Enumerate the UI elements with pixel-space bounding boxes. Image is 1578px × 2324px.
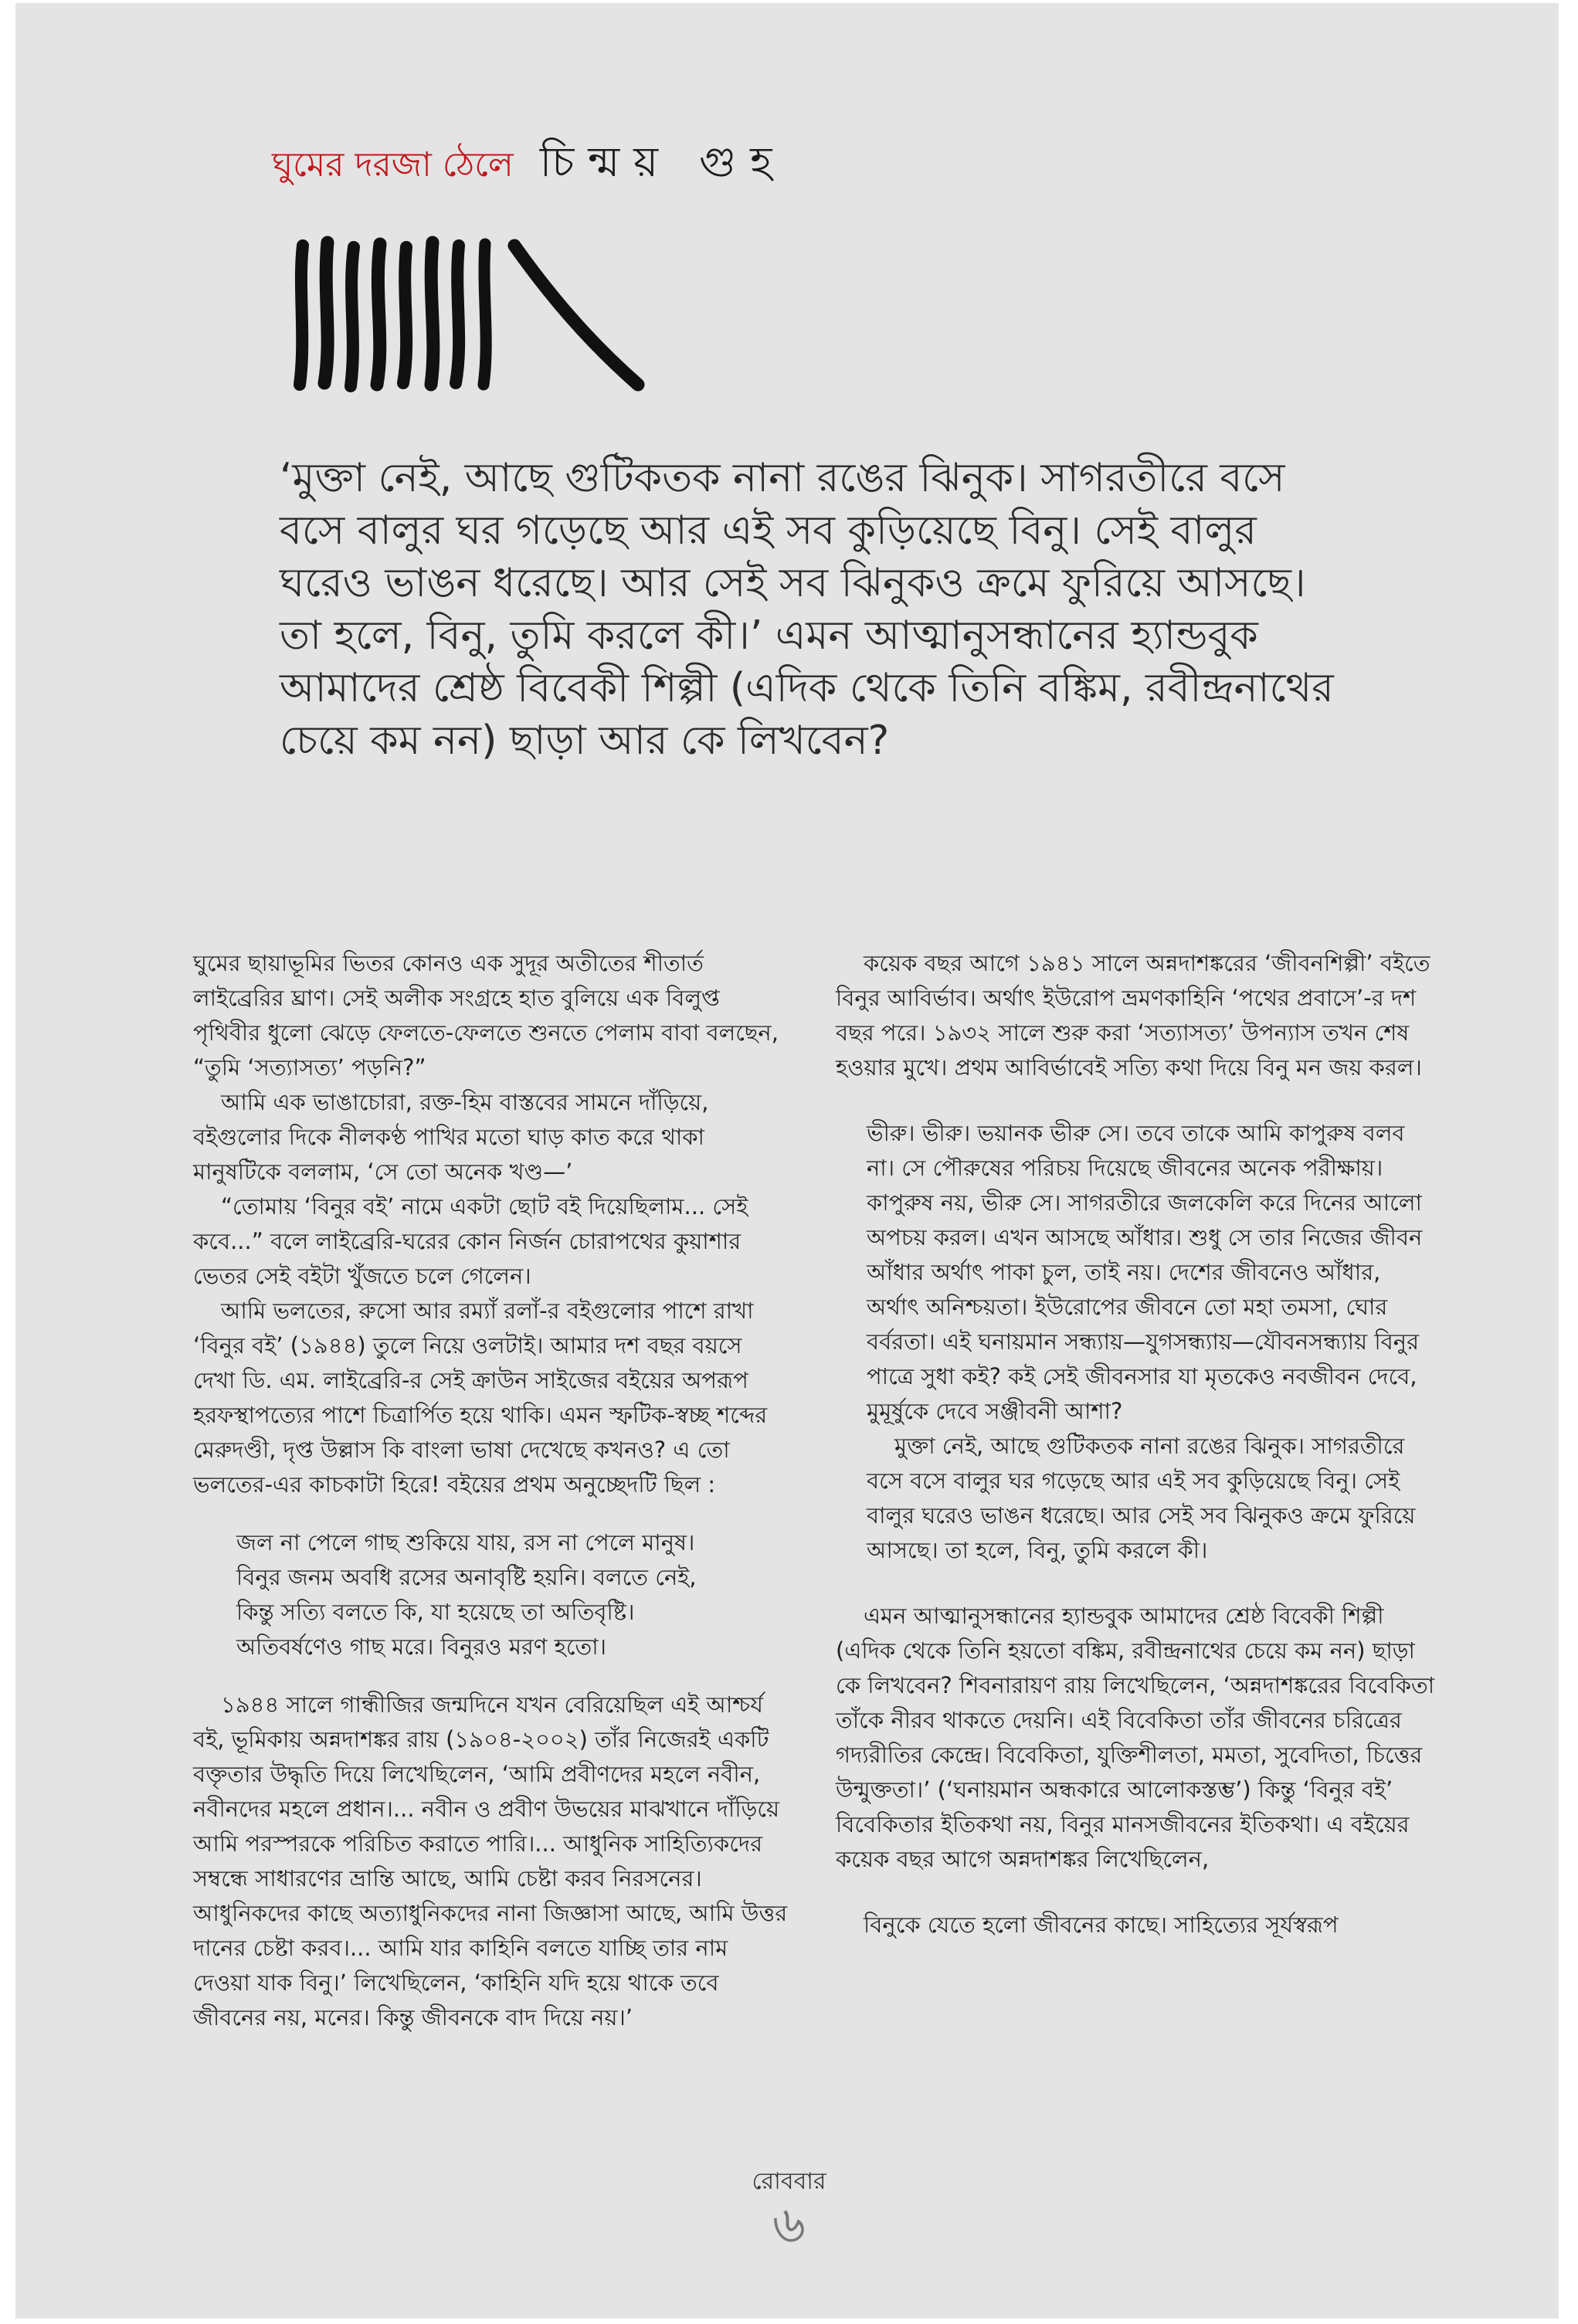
book-stripes-logo-icon	[294, 232, 664, 394]
paragraph: “তোমায় ‘বিনুর বই’ নামে একটা ছোট বই দিয়েছিলাম... সেই কবে...” বলে লাইব্রেরি-ঘরের কোন নির্জন চোরাপথের কুয়াশার ভেতর সেই বইটা খুঁজতে চলে গেলেন।	[193, 1193, 748, 1289]
verse-line: জল না পেলে গাছ শুকিয়ে যায়, রস না পেলে মানুষ।	[236, 1529, 695, 1556]
verse-line: কিন্তু সত্যি বলতে কি, যা হয়েছে তা অতিবৃষ্টি।	[236, 1599, 635, 1625]
paragraph: ঘুমের ছায়াভূমির ভিতর কোনও এক সুদূর অতীতের শীতার্ত লাইব্রেরির ঘ্রাণ। সেই অলীক সংগ্রহে হাত বুলিয়ে এক বিলুপ্ত পৃথিবীর ধুলো ঝেড়ে ফেলতে-ফেলতে শুনতে পেলাম বাবা বলছেন, “তুমি ‘সত্যাসত্য’ পড়নি?”	[193, 950, 779, 1081]
paragraph: আমি ভলতের, রুসো আর রম্যাঁ রলাঁ-র বইগুলোর পাশে রাখা ‘বিনুর বই’ (১৯৪৪) তুলে নিয়ে ওলটাই। আমার দশ বছর বয়সে দেখা ডি. এম. লাইব্রেরি-র সেই ক্রাউন সাইজের বইয়ের অপরূপ হরফস্থাপত্যের পাশে চিত্রার্পিত হয়ে থাকি। এমন স্ফটিক-স্বচ্ছ শব্দের মেরুদণ্ডী, দৃপ্ত উল্লাস কি বাংলা ভাষা দেখেছে কখনও? এ তো ভলতের-এর কাচকাটা হিরে! বইয়ের প্রথম অনুচ্ছেদটি ছিল :	[193, 1298, 768, 1498]
page-footer	[0, 2163, 1578, 2254]
block-quote	[867, 1116, 1438, 1568]
article-header	[272, 130, 786, 199]
paragraph: আমি এক ভাঙাচোরা, রক্ত-হিম বাস্তবের সামনে দাঁড়িয়ে, বইগুলোর দিকে নীলকণ্ঠ পাখির মতো ঘাড় কাত করে থাকা মানুষটিকে বললাম, ‘সে তো অনেক খণ্ড—’	[193, 1089, 709, 1185]
quote-paragraph: ভীরু। ভীরু। ভয়ানক ভীরু সে। তবে তাকে আমি কাপুরুষ বলব না। সে পৌরুষের পরিচয় দিয়েছে জীবনের অনেক পরীক্ষায়। কাপুরুষ নয়, ভীরু সে। সাগরতীরে জলকেলি করে দিনের আলো অপচয় করল। এখন আসছে আঁধার। শুধু সে তার নিজের জীবন আঁধার অর্থাৎ পাকা চুল, তাই নয়। দেশের জীবনেও আঁধার, অর্থাৎ অনিশ্চয়তা। ইউরোপের জীবনে তো মহা তমসা, ঘোর বর্বরতা। এই ঘনায়মান সন্ধ্যায়—যুগসন্ধ্যায়—যৌবনসন্ধ্যায় বিনুর পাত্রে সুধা কই? কই সেই জীবনসার যা মৃতকেও নবজীবন দেবে, মুমূর্ষুকে দেবে সঞ্জীবনী আশা?	[867, 1120, 1423, 1424]
lead-quote: ‘মুক্তা নেই, আছে গুটিকতক নানা রঙের ঝিনুক। সাগরতীরে বসে বসে বালুর ঘর গড়েছে আর এই সব কুড়িয়েছে বিনু। সেই বালুর ঘরেও ভাঙন ধরেছে। আর সেই সব ঝিনুকও ক্রমে ফুরিয়ে আসছে। তা হলে, বিনু, তুমি করলে কী।’ এমন আত্মানুসন্ধানের হ্যান্ডবুক আমাদের শ্রেষ্ঠ বিবেকী শিল্পী (এদিক থেকে তিনি বঙ্কিম, রবীন্দ্রনাথের চেয়ে কম নন) ছাড়া আর কে লিখবেন?	[280, 455, 1334, 764]
verse-quote	[236, 1525, 788, 1664]
author-name: চিন্ময় গুহ	[539, 137, 786, 186]
paragraph: ১৯৪৪ সালে গান্ধীজির জন্মদিনে যখন বেরিয়েছিল এই আশ্চর্য বই, ভূমিকায় অন্নদাশঙ্কর রায় (১৯০৪-২০০২) তাঁর নিজেরই একটি বক্তৃতার উদ্ধৃতি দিয়ে লিখেছিলেন, ‘আমি প্রবীণদের মহলে নবীন, নবীনদের মহলে প্রধান।... নবীন ও প্রবীণ উভয়ের মাঝখানে দাঁড়িয়ে আমি পরস্পরকে পরিচিত করাতে পারি।... আধুনিক সাহিত্যিকদের সম্বন্ধে সাধারণের ভ্রান্তি আছে, আমি চেষ্টা করব নিরসনের। আধুনিকদের কাছে অত্যাধুনিকদের নানা জিজ্ঞাসা আছে, আমি উত্তর দানের চেষ্টা করব।... আমি যার কাহিনি বলতে যাচ্ছি তার নাম দেওয়া যাক বিনু।’ লিখেছিলেন, ‘কাহিনি যদি হয়ে থাকে তবে জীবনের নয়, মনের। কিন্তু জীবনকে বাদ দিয়ে নয়।’	[193, 1691, 788, 2031]
quote-paragraph: মুক্তা নেই, আছে গুটিকতক নানা রঙের ঝিনুক। সাগরতীরে বসে বসে বালুর ঘর গড়েছে আর এই সব কুড়িয়েছে বিনু। সেই বালুর ঘরেও ভাঙন ধরেছে। আর সেই সব ঝিনুকও ক্রমে ফুরিয়ে আসছে। তা হলে, বিনু, তুমি করলে কী।	[867, 1433, 1416, 1563]
page-number: ৬	[772, 2195, 806, 2254]
verse-line: বিনুর জনম অবধি রসের অনাবৃষ্টি হয়নি। বলতে নেই,	[236, 1564, 697, 1590]
spacer	[836, 1877, 1438, 1908]
series-title: ঘুমের দরজা ঠেলে	[272, 145, 514, 185]
paragraph: কয়েক বছর আগে ১৯৪১ সালে অন্নদাশঙ্করের ‘জীবনশিল্পী’ বইতে বিনুর আবির্ভাব। অর্থাৎ ইউরোপ ভ্রমণকাহিনি ‘পথের প্রবাসে’-র দশ বছর পরে। ১৯৩২ সালে শুরু করা ‘সত্যাসত্য’ উপন্যাস তখন শেষ হওয়ার মুখে। প্রথম আবির্ভাবেই সত্যি কথা দিয়ে বিনু মন জয় করল।	[836, 950, 1430, 1081]
right-column	[836, 946, 1438, 1942]
magazine-name: রোববার	[752, 2168, 826, 2195]
spacer	[836, 1568, 1438, 1599]
verse-line: অতিবর্ষণেও গাছ মরে। বিনুরও মরণ হতো।	[236, 1634, 607, 1660]
left-column	[193, 946, 788, 2035]
spacer	[836, 1085, 1438, 1116]
paragraph: বিনুকে যেতে হলো জীবনের কাছে। সাহিত্যের সূর্যস্বরূপ	[864, 1912, 1339, 1938]
paragraph: এমন আত্মানুসন্ধানের হ্যান্ডবুক আমাদের শ্রেষ্ঠ বিবেকী শিল্পী (এদিক থেকে তিনি হয়তো বঙ্কিম, রবীন্দ্রনাথের চেয়ে কম নন) ছাড়া কে লিখবেন? শিবনারায়ণ রায় লিখেছিলেন, ‘অন্নদাশঙ্করের বিবেকিতা তাঁকে নীরব থাকতে দেয়নি। এই বিবেকিতা তাঁর জীবনের চরিত্রের গদ্যরীতির কেন্দ্রে। বিবেকিতা, যুক্তিশীলতা, মমতা, সুবেদিতা, চিত্তের উন্মুক্ততা।’ (‘ঘনায়মান অন্ধকারে আলোকস্তম্ভ’) কিন্তু ‘বিনুর বই’ বিবেকিতার ইতিকথা নয়, বিনুর মানসজীবনের ইতিকথা। এ বইয়ের কয়েক বছর আগে অন্নদাশঙ্কর লিখেছিলেন,	[836, 1603, 1435, 1872]
